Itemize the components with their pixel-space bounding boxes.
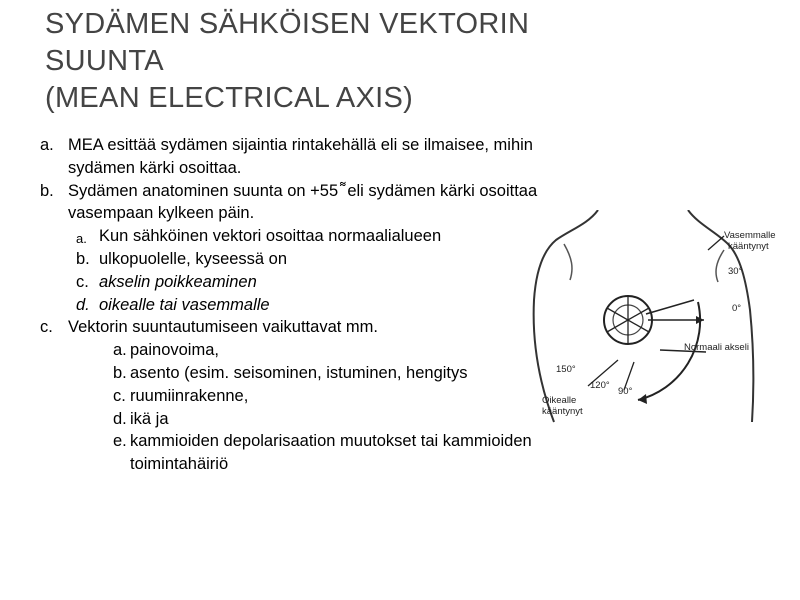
list-text: ulkopuolelle, kyseessä on: [99, 249, 288, 268]
label-right-shift-top: Oikealle: [542, 395, 577, 406]
list-item-b-continued: vasempaan kylkeen päin.: [68, 204, 255, 223]
list-marker: b.: [76, 249, 90, 268]
list-item-b: [40, 180, 640, 203]
label-0-degrees: 0°: [732, 303, 742, 314]
label-90-degrees: 90°: [618, 386, 633, 397]
list-text: oikealle tai vasemmalle: [99, 295, 270, 314]
list-text: MEA esittää sydämen sijaintia rintakehällä eli se ilmaisee, mihin: [68, 136, 533, 154]
label-120-degrees: 120°: [590, 380, 610, 391]
list-text: painovoima,: [130, 341, 219, 360]
list-marker: a.: [40, 136, 54, 154]
label-left-shift-top: Vasemmalle: [724, 230, 776, 241]
list-marker: c.: [113, 386, 126, 405]
label-normal-axis: Normaali akseli: [684, 342, 749, 353]
label-30-degrees: 30°: [728, 266, 743, 277]
list-text: Kun sähköinen vektori osoittaa normaalialueen: [99, 227, 442, 246]
list-marker: c.: [76, 272, 89, 291]
list-item-a-continued: sydämen kärki osoittaa.: [68, 158, 242, 177]
heart-axis-figure: [528, 210, 790, 430]
title-line-2: SUUNTA: [45, 45, 164, 77]
list-item-a: [40, 134, 640, 157]
list-marker: d.: [113, 409, 127, 428]
list-marker: a.: [113, 341, 127, 360]
list-marker: c.: [40, 318, 53, 337]
list-marker: a.: [76, 231, 87, 247]
list-marker: b.: [113, 363, 127, 382]
list-text: kammioiden depolarisaation muutokset tai kammioiden: [130, 432, 532, 451]
slide-title: [45, 6, 665, 117]
label-150-degrees: 150°: [556, 364, 576, 375]
list-text: akselin poikkeaminen: [99, 272, 257, 291]
title-line-3: (MEAN ELECTRICAL AXIS): [45, 82, 414, 114]
label-left-shift-bottom: kääntynyt: [728, 241, 769, 252]
title-line-1: SYDÄMEN SÄHKÖISEN VEKTORIN: [45, 8, 530, 40]
list-marker: e.: [113, 432, 127, 451]
list-text: asento (esim. seisominen, istuminen, hengitys: [130, 363, 468, 382]
sub-item-c-e: [40, 430, 640, 453]
label-right-shift-bottom: kääntynyt: [542, 406, 583, 417]
heart-axis-labels: [528, 210, 790, 425]
sub-item-c-e-continued: toimintahäiriö: [130, 455, 229, 474]
list-text: Sydämen anatominen suunta on +55 ͌ eli sydämen kärki osoittaa: [68, 181, 538, 200]
list-marker: b.: [40, 181, 54, 200]
list-text: ruumiinrakenne,: [130, 386, 249, 405]
list-text: Vektorin suuntautumiseen vaikuttavat mm.: [68, 318, 378, 337]
list-text: ikä ja: [130, 409, 169, 428]
list-marker: d.: [76, 295, 90, 314]
